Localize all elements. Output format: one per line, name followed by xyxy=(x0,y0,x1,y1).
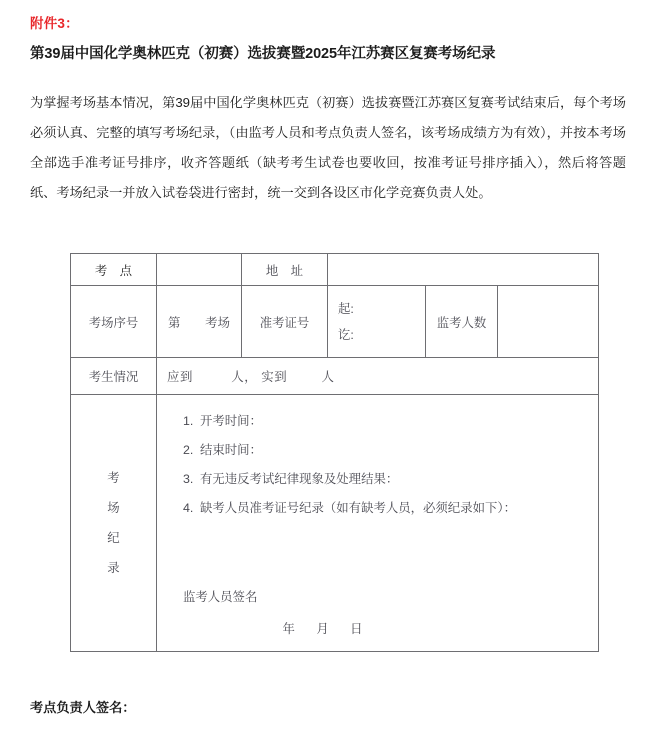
invigilator-signature-label[interactable]: 监考人员签名 xyxy=(183,590,258,604)
cell-exam-notes-content[interactable] xyxy=(157,395,599,652)
notes-item-2-number: 2. xyxy=(183,443,194,457)
notes-item-4-text: 缺考人员准考证号纪录（如有缺考人员，必须纪录如下）： xyxy=(200,501,516,515)
table-row-students xyxy=(71,358,599,395)
intro-paragraph: 为掌握考场基本情况，第39届中国化学奥林匹克（初赛）选拔赛暨江苏赛区复赛考试结束后，每个考场必须认真、完整的填写考场纪录，（由监考人员和考点负责人签名，该考场成绩方为有效），并按本考场全部选手准考证号排序，收齐答题纸（缺考考生试卷也要收回，按准考证号排序插入），然后将答题纸、考场纪录一并放入试卷袋进行密封，统一交到各设区市化学竞赛负责人处。 xyxy=(30,95,626,200)
cell-room-number-label: 考场序号 xyxy=(71,286,157,358)
table-row-exam-notes xyxy=(71,395,599,652)
vertical-label-char-3: 纪 xyxy=(107,531,120,545)
students-actual-unit: 人 xyxy=(321,370,335,384)
cell-invigilator-count-value[interactable] xyxy=(498,286,599,358)
table-row-exam-room xyxy=(71,286,599,358)
date-year-label: 年 xyxy=(282,622,295,636)
site-manager-signature-label[interactable]: 考点负责人签名： xyxy=(30,700,136,715)
page-title: 第39届中国化学奥林匹克（初赛）选拔赛暨2025年江苏赛区复赛考场纪录 xyxy=(30,46,496,62)
notes-item-1-number: 1. xyxy=(183,414,194,428)
cell-exam-site-label: 考 点 xyxy=(71,254,157,286)
students-expected-label: 应到 xyxy=(167,370,194,384)
exam-record-table xyxy=(70,253,599,652)
cell-exam-notes-label xyxy=(71,395,157,652)
vertical-label-char-1: 考 xyxy=(107,471,120,485)
admission-range-end-label: 讫: xyxy=(338,327,354,342)
students-actual-label: 实到 xyxy=(261,370,288,384)
students-expected-unit: 人， xyxy=(231,370,258,384)
cell-admission-ticket-label: 准考证号 xyxy=(242,286,328,358)
cell-exam-site-value[interactable] xyxy=(157,254,242,286)
notes-item-1-text: 开考时间： xyxy=(200,414,262,428)
cell-room-number-value[interactable]: 第 考场 xyxy=(157,286,242,358)
list-item[interactable] xyxy=(157,494,598,523)
notes-item-2-text: 结束时间： xyxy=(200,443,262,457)
list-item[interactable] xyxy=(157,436,598,465)
vertical-label-char-4: 录 xyxy=(107,561,120,575)
attachment-label: 附件3： xyxy=(30,16,79,31)
table-row-exam-site xyxy=(71,254,599,286)
cell-students-label: 考生情况 xyxy=(71,358,157,395)
cell-address-label: 地 址 xyxy=(242,254,328,286)
cell-students-value[interactable] xyxy=(157,358,599,395)
list-item[interactable] xyxy=(157,407,598,436)
cell-invigilator-count-label: 监考人数 xyxy=(426,286,498,358)
cell-admission-ticket-range[interactable] xyxy=(328,286,426,358)
notes-item-3-number: 3. xyxy=(183,472,194,486)
admission-range-start-label: 起: xyxy=(338,301,354,316)
date-month-label: 月 xyxy=(316,622,329,636)
notes-item-4-number: 4. xyxy=(183,501,194,515)
cell-address-value[interactable] xyxy=(328,254,599,286)
exam-notes-list xyxy=(157,407,598,523)
date-line[interactable] xyxy=(157,619,598,637)
list-item[interactable] xyxy=(157,465,598,494)
notes-item-3-text: 有无违反考试纪律现象及处理结果： xyxy=(200,472,399,486)
vertical-label-char-2: 场 xyxy=(107,501,120,515)
date-day-label: 日 xyxy=(350,622,363,636)
